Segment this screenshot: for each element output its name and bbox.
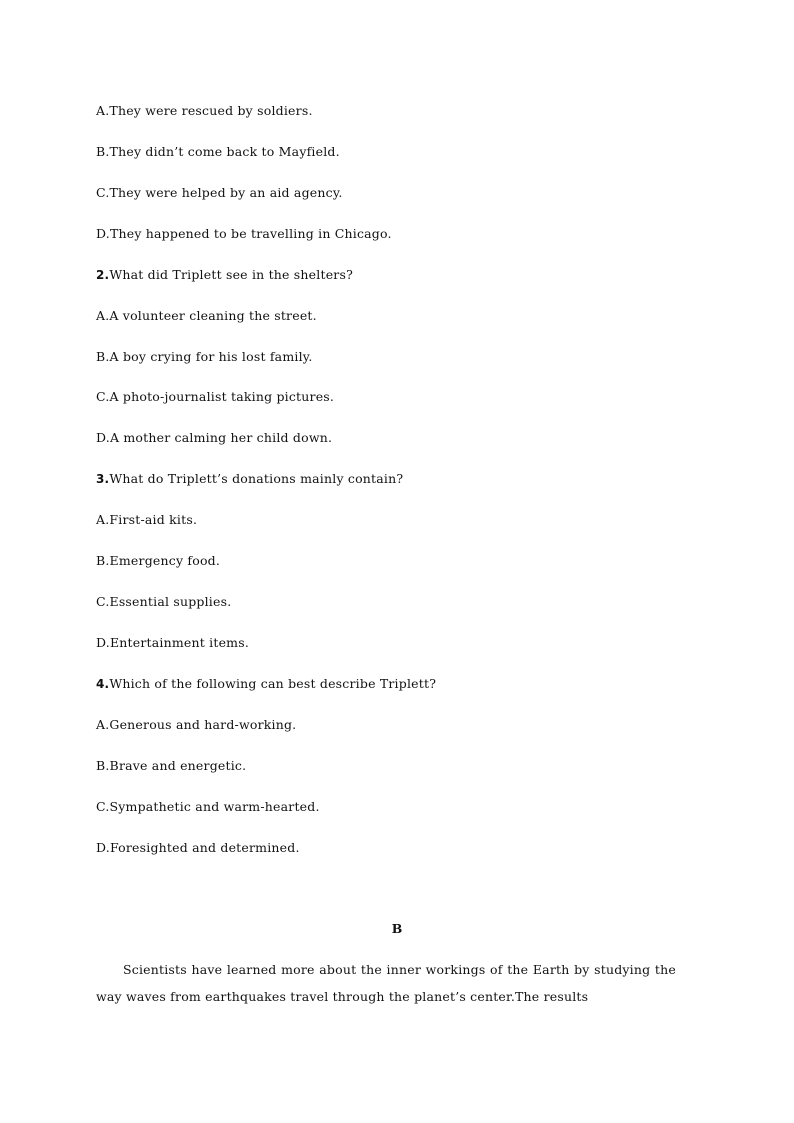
q3-option-a: A.First-aid kits. (96, 512, 198, 527)
q3-stem-text: What do Triplett’s donations mainly contain? (109, 471, 404, 486)
q2-option-b: B.A boy crying for his lost family. (96, 349, 313, 364)
q3-number: 3. (96, 472, 110, 486)
section-b-title: B (391, 921, 403, 936)
q2-stem (96, 267, 353, 283)
q2-option-a: A.A volunteer cleaning the street. (96, 308, 317, 323)
q4-stem (96, 676, 436, 692)
q3-stem (96, 471, 403, 487)
q1-option-a: A.They were rescued by soldiers. (96, 103, 313, 118)
q4-option-a: A.Generous and hard-working. (96, 717, 297, 732)
q3-option-c: C.Essential supplies. (96, 594, 232, 609)
q1-option-d: D.They happened to be travelling in Chicago. (96, 226, 392, 241)
q4-option-b: B.Brave and energetic. (96, 758, 247, 773)
q3-option-d: D.Entertainment items. (96, 635, 250, 650)
q1-option-c: C.They were helped by an aid agency. (96, 185, 343, 200)
q4-option-d: D.Foresighted and determined. (96, 840, 300, 855)
q1-option-b: B.They didn’t come back to Mayfield. (96, 144, 340, 159)
q2-stem-text: What did Triplett see in the shelters? (109, 267, 353, 282)
q4-number: 4. (96, 677, 110, 691)
q2-number: 2. (96, 268, 110, 282)
q2-option-d: D.A mother calming her child down. (96, 430, 333, 445)
q3-option-b: B.Emergency food. (96, 553, 221, 568)
q4-option-c: C.Sympathetic and warm-hearted. (96, 799, 320, 814)
q2-option-c: C.A photo-journalist taking pictures. (96, 389, 335, 404)
section-b-paragraph: Scientists have learned more about the inner workings of the Earth by studying the way waves from earthquakes travel through the planet’s center.The results (96, 962, 676, 1004)
q4-stem-text: Which of the following can best describe Triplett? (109, 676, 437, 691)
